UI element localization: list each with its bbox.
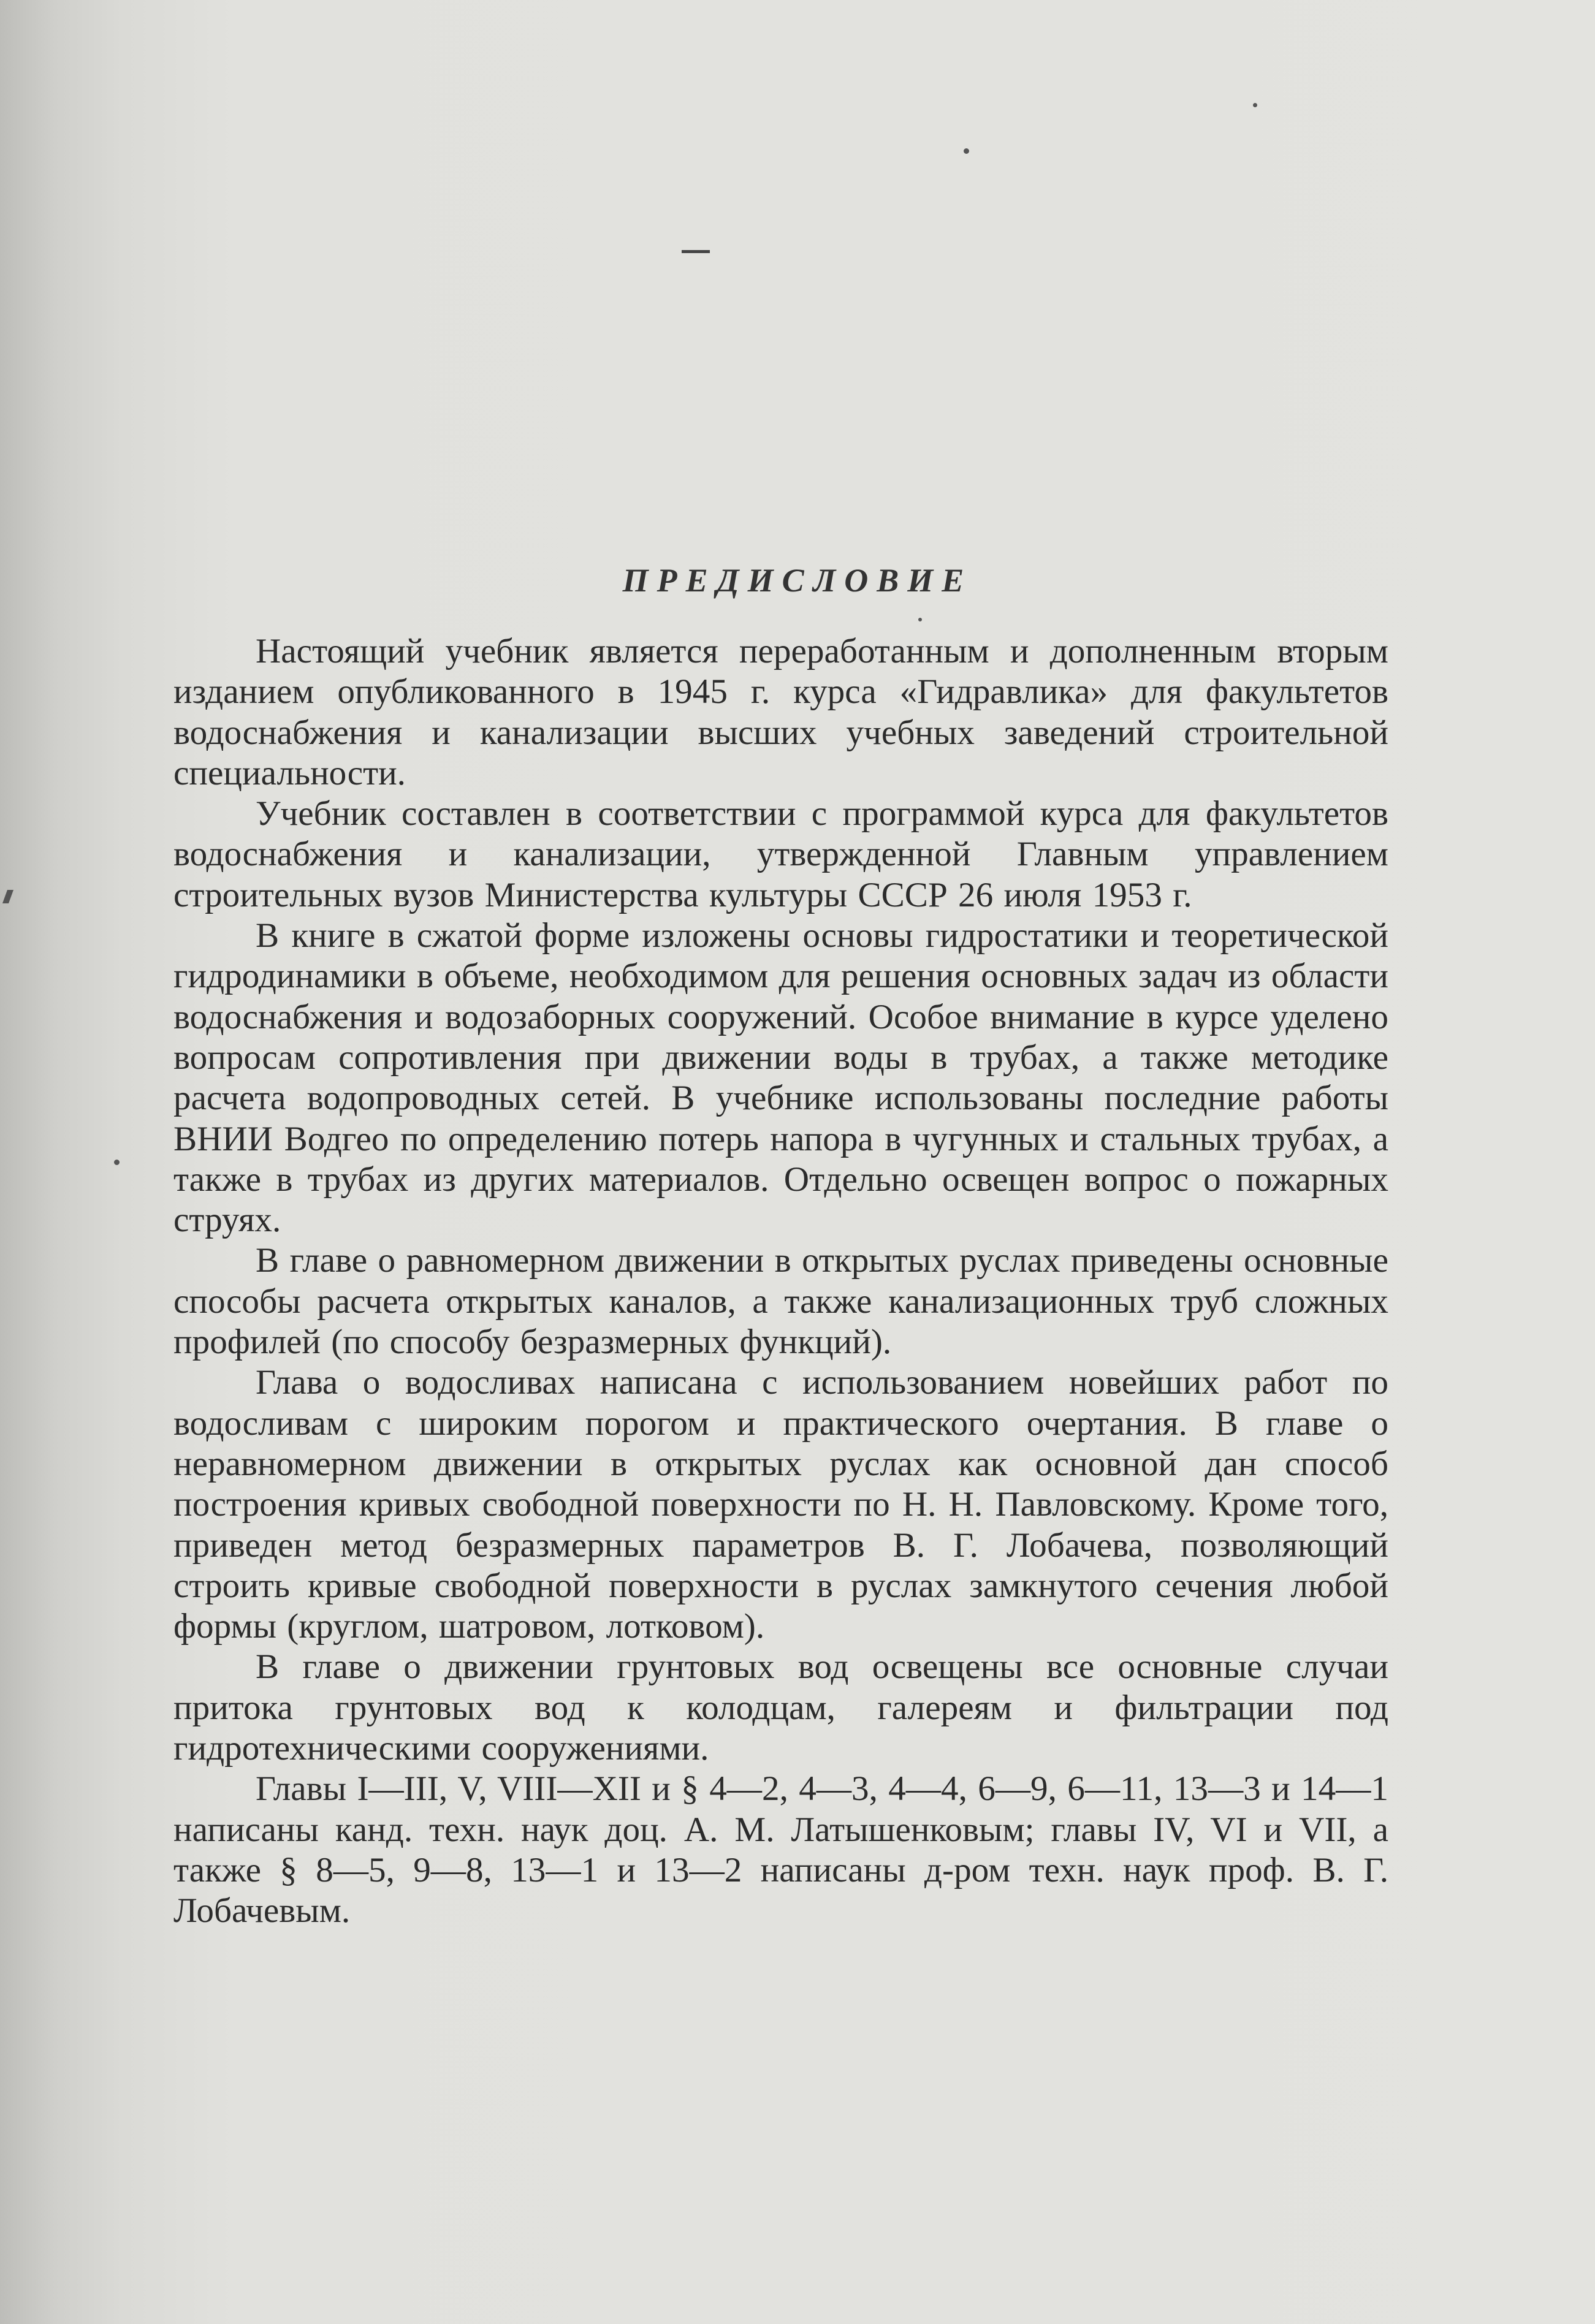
scan-speck [918,618,922,621]
paragraph: В главе о движении грунтовых вод освещены все основные случаи притока грунтовых вод к колодцам, галереям и фильтрации под гидротехническими сооружениями. [173,1647,1388,1768]
margin-mark [2,890,13,903]
paragraph: Настоящий учебник является переработанным и дополненным вторым изданием опубликованного в 1945 г. курса «Гидравлика» для факультетов водоснабжения и канализации высших учебных заведений строительной специальности. [173,632,1388,792]
scan-speck [114,1160,120,1165]
paragraph: Учебник составлен в соответствии с программой курса для факультетов водоснабжения и канализации, утвержденной Главным управлением строительных вузов Министерства культуры СССР 26 июля 1953 г. [173,794,1388,914]
paragraph: Глава о водосливах написана с использованием новейших работ по водосливам с широким порогом и практического очертания. В главе о неравномерном движении в открытых руслах как основной дан способ построения кривых свободной поверхности по Н. Н. Павловскому. Кроме того, приведен метод безразмерных параметров В. Г. Лобачева, позволяющий строить кривые свободной поверхности в руслах замкнутого сечения любой формы (круглом, шатровом, лотковом). [173,1363,1388,1646]
paragraph: Главы I—III, V, VIII—XII и § 4—2, 4—3, 4—4, 6—9, 6—11, 13—3 и 14—1 написаны канд. техн. наук доц. А. М. Латышенковым; главы IV, VI и VII, а также § 8—5, 9—8, 13—1 и 13—2 написаны д-ром техн. наук проф. В. Г. Лобачевым. [173,1769,1388,1931]
page-title: ПРЕДИСЛОВИЕ [622,562,973,599]
scan-speck [964,148,969,154]
preface-body [173,631,1388,1932]
paragraph: В книге в сжатой форме изложены основы гидростатики и теоретической гидродинамики в объеме, необходимом для решения основных задач из области водоснабжения и водозаборных сооружений. Особое внимание в курсе уделено вопросам сопротивления при движении воды в трубах, а также методике расчета водопроводных сетей. В учебнике использованы последние работы ВНИИ Водгео по определению потерь напора в чугунных и стальных трубах, а также в трубах из других материалов. Отдельно освещен вопрос о пожарных струях. [173,916,1388,1240]
paragraph: В главе о равномерном движении в открытых руслах приведены основные способы расчета открытых каналов, а также канализационных труб сложных профилей (по способу безразмерных функций). [173,1241,1388,1362]
scan-speck [1253,103,1257,107]
header-dash-mark [682,250,710,253]
